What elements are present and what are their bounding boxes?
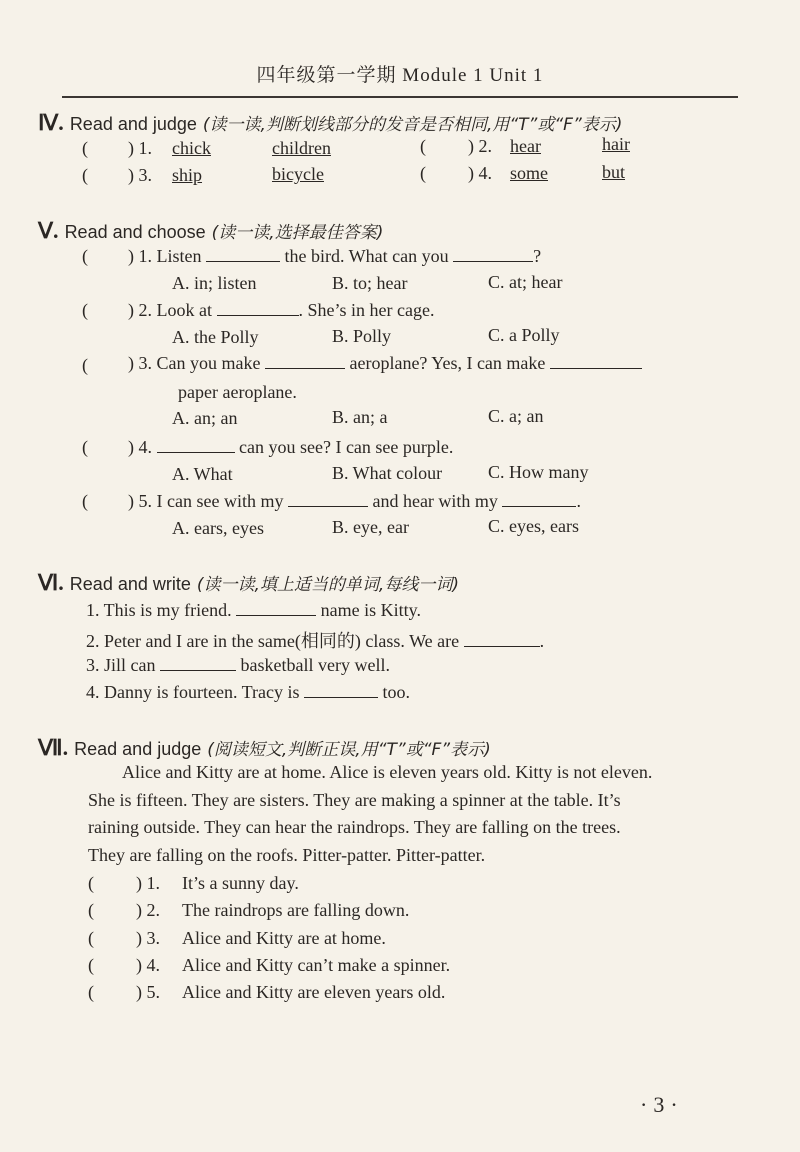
option-c: C. eyes, ears [488, 516, 579, 536]
answer-paren[interactable]: ( [420, 136, 426, 156]
fill-line [86, 682, 410, 703]
question-text: Can you make [156, 353, 261, 373]
section-number: Ⅶ. [38, 735, 69, 760]
statement-text: Alice and Kitty are eleven years old. [182, 982, 446, 1002]
option-b: B. What colour [332, 463, 443, 483]
item-number: ) 3. [128, 165, 152, 185]
passage-line: She is fifteen. They are sisters. They are making a spinner at the table. It’s [88, 790, 621, 810]
option-a: A. the Polly [172, 327, 259, 347]
statement-text: It’s a sunny day. [182, 873, 299, 893]
page-header: 四年级第一学期 Module 1 Unit 1 [256, 65, 544, 86]
fill-text: basketball very well. [240, 655, 390, 675]
passage-line: raining outside. They can hear the raindrops. They are falling on the trees. [88, 817, 621, 837]
section-heading: Read and choose [64, 222, 206, 242]
question-line [128, 353, 642, 374]
option-b: B. an; a [332, 407, 388, 427]
item-number: ) 3. [136, 928, 160, 948]
fill-text: 4. Danny is fourteen. Tracy is [86, 682, 300, 702]
section-heading: Read and judge [69, 114, 197, 134]
answer-blank[interactable] [288, 492, 368, 507]
answer-paren[interactable]: ( [82, 355, 88, 375]
passage-line: They are falling on the roofs. Pitter-patter. Pitter-patter. [88, 845, 486, 865]
item-number: ) 1. [136, 873, 160, 893]
answer-blank[interactable] [464, 632, 540, 647]
section-6-title [38, 570, 459, 596]
item-number: ) 2. [468, 136, 492, 156]
option-c: C. a Polly [488, 325, 560, 345]
question-text: I can see with my [156, 491, 284, 511]
answer-blank[interactable] [550, 354, 642, 369]
section-instruction: (读一读,判断划线部分的发音是否相同,用“T”或“F”表示) [202, 115, 623, 135]
section-number: Ⅵ. [38, 570, 64, 595]
section-instruction: (读一读,选择最佳答案) [211, 223, 384, 243]
option-b: B. Polly [332, 326, 392, 346]
answer-paren[interactable]: ( [82, 165, 88, 185]
item-number: ) 2. [128, 300, 152, 320]
option-b: B. eye, ear [332, 517, 409, 537]
section-5-title [38, 218, 383, 244]
question-continuation: paper aeroplane. [178, 382, 297, 402]
item-number: ) 4. [128, 437, 152, 457]
section-number: Ⅴ. [38, 218, 59, 243]
answer-blank[interactable] [265, 354, 345, 369]
question-text: and hear with my [372, 491, 498, 511]
page-number: ·3· [640, 1092, 684, 1117]
statement-text: The raindrops are falling down. [182, 900, 410, 920]
answer-blank[interactable] [217, 301, 299, 316]
question-text: Look at [156, 300, 212, 320]
answer-blank[interactable] [206, 247, 280, 262]
option-a: A. What [172, 464, 233, 484]
question-text: . She’s in her cage. [298, 300, 435, 320]
statement-text: Alice and Kitty can’t make a spinner. [182, 955, 451, 975]
question-line [128, 491, 581, 512]
answer-blank[interactable] [157, 438, 235, 453]
word-1: some [510, 163, 548, 183]
item-number: ) 3. [128, 353, 152, 373]
option-a: A. ears, eyes [172, 518, 264, 538]
question-line [128, 437, 453, 458]
answer-paren[interactable]: ( [82, 437, 88, 457]
answer-paren[interactable]: ( [88, 900, 94, 920]
section-instruction: (阅读短文,判断正误,用“T”或“F”表示) [207, 740, 491, 760]
answer-blank[interactable] [304, 683, 378, 698]
option-c: C. a; an [488, 406, 544, 426]
word-2: bicycle [272, 164, 324, 184]
answer-blank[interactable] [453, 247, 533, 262]
question-text: . [576, 491, 581, 511]
word-2: but [602, 162, 626, 182]
question-text: can you see? I can see purple. [239, 437, 454, 457]
word-1: ship [172, 165, 203, 185]
answer-blank[interactable] [502, 492, 576, 507]
section-4-title [38, 110, 622, 136]
answer-paren[interactable]: ( [88, 873, 94, 893]
section-heading: Read and write [69, 574, 191, 594]
question-text: Listen [156, 246, 202, 266]
item-number: ) 1. [128, 246, 152, 266]
fill-text: name is Kitty. [320, 600, 421, 620]
option-c: C. How many [488, 462, 589, 482]
answer-blank[interactable] [236, 601, 316, 616]
item-number: ) 4. [136, 955, 160, 975]
answer-paren[interactable]: ( [82, 246, 88, 266]
fill-line [86, 627, 544, 653]
item-number: ) 5. [136, 982, 160, 1002]
answer-paren[interactable]: ( [88, 982, 94, 1002]
answer-paren[interactable]: ( [82, 300, 88, 320]
fill-text: 3. Jill can [86, 655, 156, 675]
section-7-title [38, 735, 491, 761]
fill-text: 2. Peter and I are in the same(相同的) class. We are [86, 631, 460, 651]
section-number: Ⅳ. [38, 110, 64, 135]
passage-line: Alice and Kitty are at home. Alice is eleven years old. Kitty is not eleven. [122, 762, 653, 782]
fill-line [86, 600, 421, 621]
item-number: ) 1. [128, 138, 152, 158]
item-number: ) 5. [128, 491, 152, 511]
question-line [128, 300, 434, 321]
fill-text: too. [382, 682, 410, 702]
option-a: A. an; an [172, 408, 238, 428]
fill-text: 1. This is my friend. [86, 600, 232, 620]
fill-line [86, 655, 390, 676]
header-rule [62, 96, 738, 98]
answer-paren[interactable]: ( [88, 928, 94, 948]
option-c: C. at; hear [488, 272, 563, 292]
item-number: ) 2. [136, 900, 160, 920]
fill-text: . [539, 631, 545, 651]
question-line [128, 246, 541, 267]
answer-paren[interactable]: ( [88, 955, 94, 975]
word-1: hear [510, 136, 541, 156]
word-2: children [272, 138, 331, 158]
question-text: aeroplane? Yes, I can make [349, 353, 546, 373]
question-text: ? [533, 246, 542, 266]
statement-text: Alice and Kitty are at home. [182, 928, 386, 948]
option-a: A. in; listen [172, 273, 257, 293]
answer-paren[interactable]: ( [82, 491, 88, 511]
option-b: B. to; hear [332, 273, 408, 293]
answer-blank[interactable] [160, 656, 236, 671]
word-1: chick [172, 138, 211, 158]
word-2: hair [602, 134, 630, 154]
answer-paren[interactable]: ( [420, 163, 426, 183]
question-text: the bird. What can you [284, 246, 449, 266]
item-number: ) 4. [468, 163, 492, 183]
answer-paren[interactable]: ( [82, 138, 88, 158]
section-instruction: (读一读,填上适当的单词,每线一词) [196, 575, 459, 595]
section-heading: Read and judge [74, 739, 202, 759]
